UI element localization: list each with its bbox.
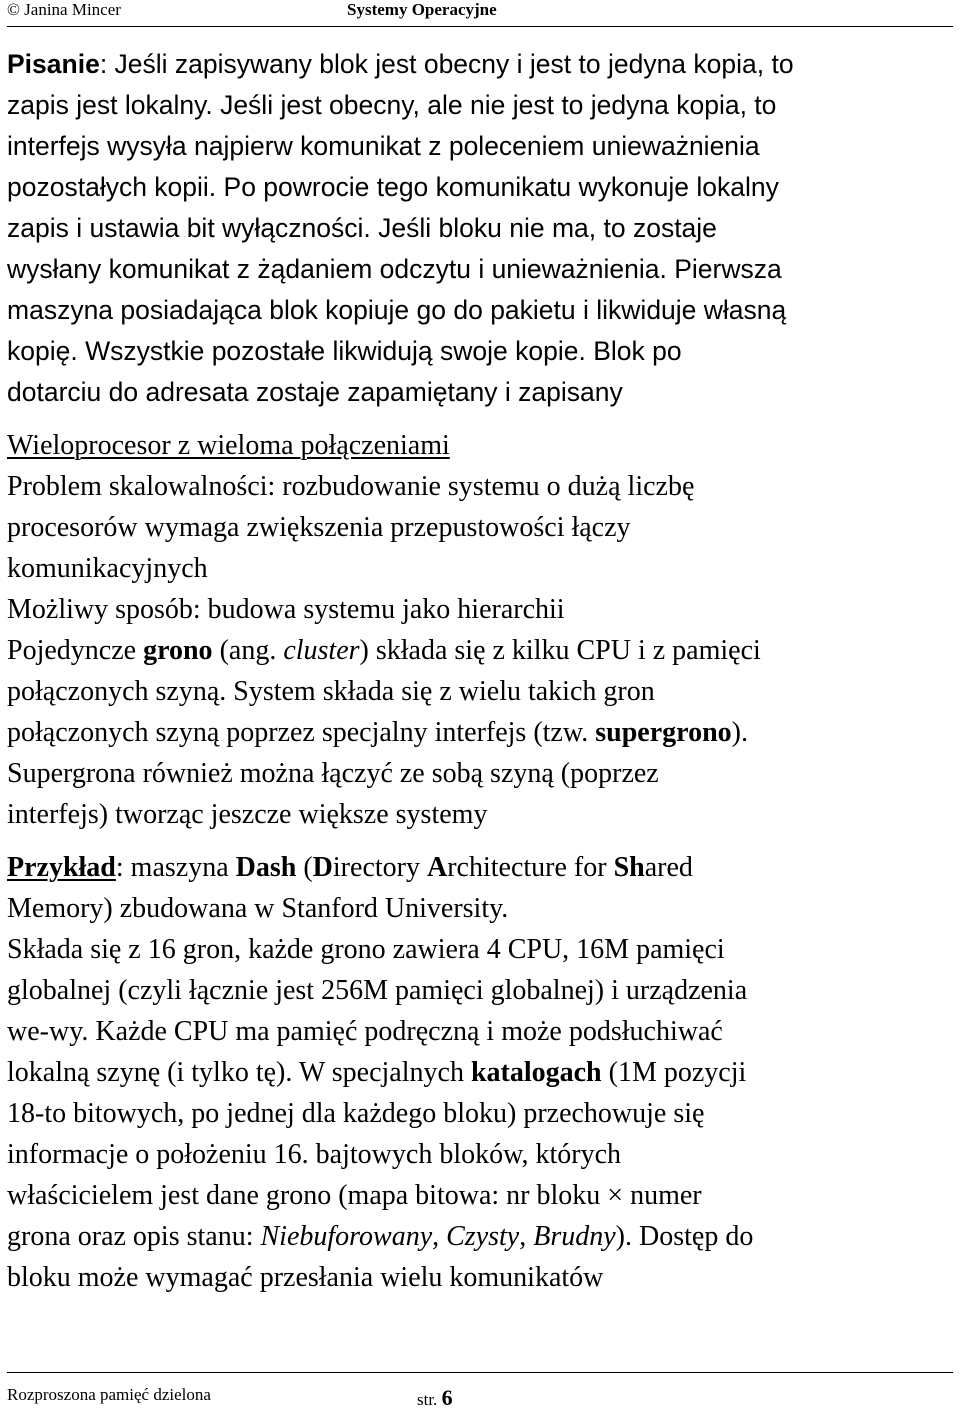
text-line: Problem skalowalności: rozbudowanie systemu o dużą liczbę <box>7 471 695 502</box>
text-line: lokalną szynę (i tylko tę). W specjalnych katalogach (1M pozycji <box>7 1057 747 1088</box>
header-author: © Janina Mincer <box>7 0 121 19</box>
text-line: pozostałych kopii. Po powrocie tego komunikatu wykonuje lokalny <box>7 172 779 202</box>
text-line: Supergrona również można łączyć ze sobą szyną (poprzez <box>7 758 659 789</box>
page-content <box>7 44 957 1298</box>
text-line: połączonych szyną. System składa się z wielu takich gron <box>7 676 655 707</box>
text-line: maszyna posiadająca blok kopiuje go do pakietu i likwiduje własną <box>7 295 787 325</box>
footer-title: Rozproszona pamięć dzielona <box>7 1385 211 1404</box>
times-symbol: × <box>607 1180 624 1211</box>
footer-page: str. 6 <box>417 1385 453 1410</box>
text-line: interfejs) tworząc jeszcze większe systemy <box>7 799 488 830</box>
page-footer <box>7 1372 953 1410</box>
text-line: we-wy. Każde CPU ma pamięć podręczną i może podsłuchiwać <box>7 1016 723 1047</box>
text-line: Pisanie: Jeśli zapisywany blok jest obecny i jest to jedyna kopia, to <box>7 49 794 79</box>
text-line: właścicielem jest dane grono (mapa bitowa: nr bloku × numer <box>7 1180 702 1211</box>
header-title: Systemy Operacyjne <box>347 0 497 19</box>
text-line: Memory) zbudowana w Stanford University. <box>7 893 509 924</box>
text-line: dotarciu do adresata zostaje zapamiętany i zapisany <box>7 377 623 407</box>
text-line: globalnej (czyli łącznie jest 256M pamięci globalnej) i urządzenia <box>7 975 748 1006</box>
text-line: kopię. Wszystkie pozostałe likwidują swoje kopie. Blok po <box>7 336 682 366</box>
page-header <box>7 0 953 27</box>
text-line: grona oraz opis stanu: Niebuforowany, Czysty, Brudny). Dostęp do <box>7 1221 754 1252</box>
text-line: procesorów wymaga zwiększenia przepustowości łączy <box>7 512 631 543</box>
page-number: 6 <box>441 1385 453 1410</box>
text-line: Składa się z 16 gron, każde grono zawiera 4 CPU, 16M pamięci <box>7 934 725 965</box>
text-line: informacje o położeniu 16. bajtowych bloków, których <box>7 1139 622 1170</box>
text-line: interfejs wysyła najpierw komunikat z poleceniem unieważnienia <box>7 131 760 161</box>
text-line: komunikacyjnych <box>7 553 208 584</box>
text-line: Możliwy sposób: budowa systemu jako hierarchii <box>7 594 565 625</box>
text-line: Przykład: maszyna Dash (Directory Architecture for Shared <box>7 852 693 883</box>
text-line: 18-to bitowych, po jednej dla każdego bloku) przechowuje się <box>7 1098 705 1129</box>
text-line: wysłany komunikat z żądaniem odczytu i unieważnienia. Pierwsza <box>7 254 782 284</box>
text-line: bloku może wymagać przesłania wielu komunikatów <box>7 1262 604 1293</box>
text-line: zapis i ustawia bit wyłączności. Jeśli bloku nie ma, to zostaje <box>7 213 717 243</box>
section-multiconnection <box>7 425 957 835</box>
text-line: zapis jest lokalny. Jeśli jest obecny, ale nie jest to jedyna kopia, to <box>7 90 777 120</box>
section-dash-example <box>7 847 957 1298</box>
section-heading: Wieloprocesor z wieloma połączeniami <box>7 430 450 461</box>
text-line: połączonych szyną poprzez specjalny interfejs (tzw. supergrono). <box>7 717 748 748</box>
text-line: Pojedyncze grono (ang. cluster) składa się z kilku CPU i z pamięci <box>7 635 761 666</box>
paragraph-pisanie <box>7 44 957 413</box>
